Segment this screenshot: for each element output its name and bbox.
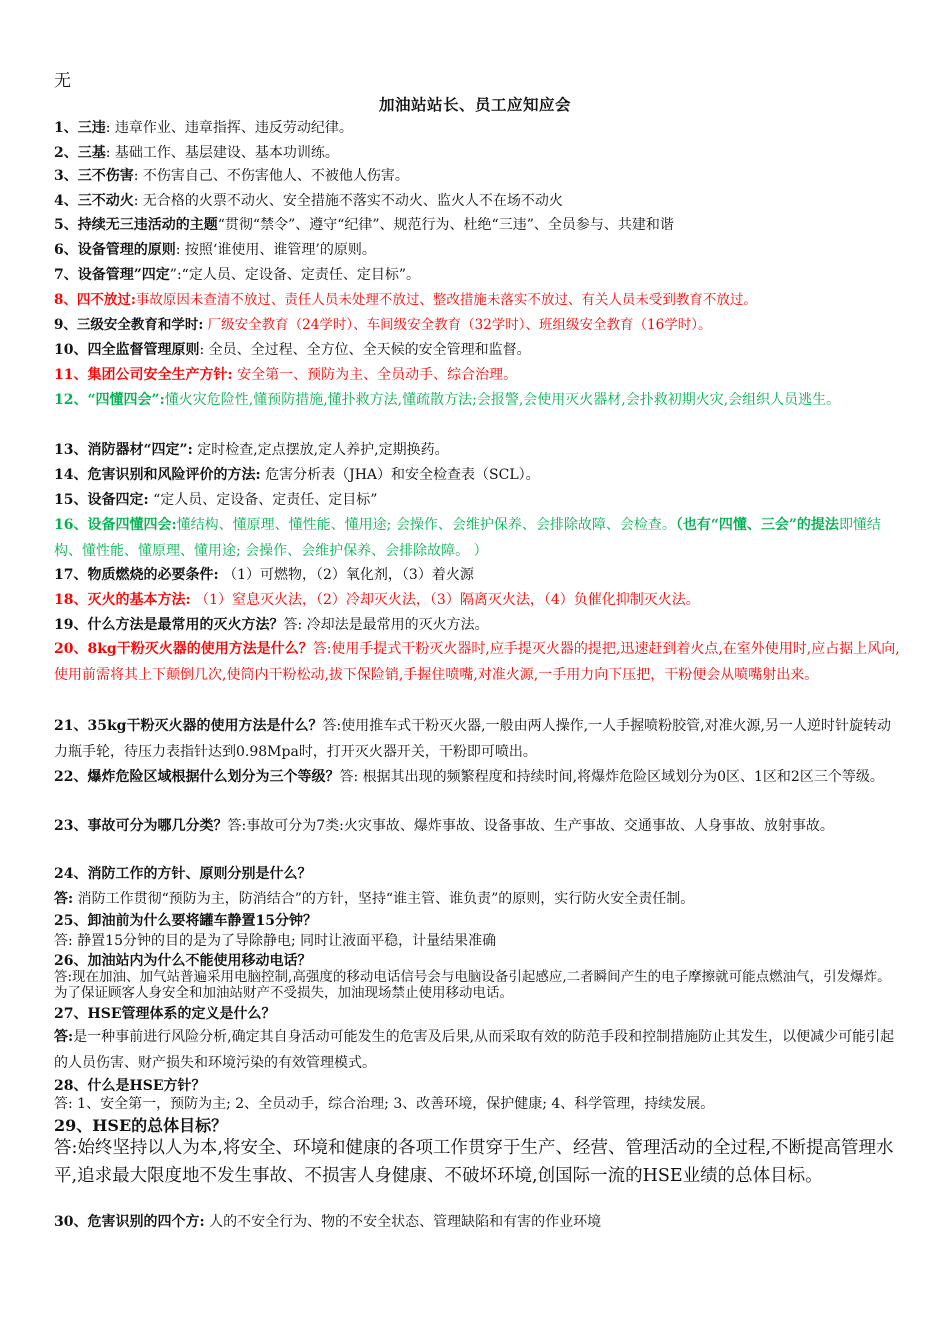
list-item — [54, 1076, 904, 1096]
item-heading: 21、35kg干粉灭火器的使用方法是什么？ — [54, 718, 323, 734]
list-item — [54, 365, 904, 385]
item-heading: 4、三不动火 — [54, 193, 134, 209]
item-text: 答:使用手提式干粉灭火器时,应手提灭火器的提把,迅速赶到着火点,在室外使用时,应占据上风向,使用前需将其上下颠倒几次,使筒内干粉松动,拔下保险销,手握住喷嘴,对准火源,一手用力向下压把，干粉便会从喷嘴射出来。 — [54, 641, 900, 683]
item-heading: 12、“四懂四会”: — [54, 392, 165, 408]
item-text: 人的不安全行为、物的不安全状态、管理缺陷和有害的作业环境 — [204, 1214, 602, 1230]
item-text: 答:始终坚持以人为本,将安全、环境和健康的各项工作贯穿于生产、经营、管理活动的全过程,不断提高管理水平,追求最大限度地不发生事故、不损害人身健康、不破坏环境,创国际一流的HSE业绩的总体目标。 — [54, 1138, 894, 1186]
list-item — [54, 636, 904, 688]
answer-label: 答: — [54, 891, 74, 907]
item-heading: 1、三违 — [54, 120, 106, 136]
item-heading: 7、设备管理”四定 — [54, 267, 170, 283]
item-text: 答:现在加油、加气站普遍采用电脑控制,高强度的移动电话信号会与电脑设备引起感应,二者瞬间产生的电子摩擦就可能点燃油气，引发爆炸。为了保证顾客人身安全和加油站财产不受损失，加油现场禁止使用移动电话。 — [54, 969, 891, 1001]
corner-mark: 无 — [54, 71, 71, 91]
item-text: 答: 静置15分钟的目的是为了导除静电; 同时让液面平稳，计量结果准确 — [54, 933, 497, 949]
item-heading: 25、卸油前为什么要将罐车静置15分钟？ — [54, 913, 317, 929]
list-item — [54, 565, 904, 585]
list-item — [54, 490, 904, 510]
item-heading: 11、集团公司安全生产方针: — [54, 367, 233, 383]
item-text: : 不伤害自己、不伤害他人、不被他人伤害。 — [133, 168, 409, 184]
list-item — [54, 340, 904, 360]
item-heading: 26、加油站内为什么不能使用移动电话？ — [54, 953, 312, 969]
item-text: : 违章作业、违章指挥、违反劳动纪律。 — [105, 120, 353, 136]
item-heading: 22、爆炸危险区域根据什么划分为三个等级？ — [54, 769, 340, 785]
list-item — [54, 215, 904, 235]
item-heading: 24、消防工作的方针、原则分别是什么？ — [54, 866, 312, 882]
list-item — [54, 1212, 904, 1232]
item-text: : 按照‘谁使用、谁管理’的原则。 — [175, 242, 376, 258]
item-heading: 28、什么是HSE方针？ — [54, 1078, 206, 1094]
item-heading: 13、消防器材“四定”: — [54, 442, 193, 458]
list-item — [54, 290, 904, 310]
item-heading: 20、8kg干粉灭火器的使用方法是什么？ — [54, 641, 313, 657]
item-heading: 16、设备四懂四会: — [54, 517, 177, 533]
list-item — [54, 713, 904, 765]
list-item-answer — [54, 1134, 904, 1190]
list-item — [54, 143, 904, 163]
list-item-answer — [54, 969, 904, 1001]
item-text: 消防工作贯彻“预防为主，防消结合”的方针，坚持“谁主管、谁负责”的原则，实行防火安全责任制。 — [73, 891, 695, 907]
item-text: 厂级安全教育（24学时）、车间级安全教育（32学时）、班组级安全教育（16学时）。 — [203, 317, 712, 333]
item-note-heading: （也有“四懂、三会”的提法 — [675, 517, 839, 533]
item-heading: 14、危害识别和风险评价的方法: — [54, 467, 261, 483]
item-text: : 无合格的火票不动火、安全措施不落实不动火、监火人不在场不动火 — [133, 193, 563, 209]
item-heading: 27、HSE管理体系的定义是什么？ — [54, 1006, 276, 1022]
list-item-answer — [54, 931, 904, 951]
item-text: : 基础工作、基层建设、基本功训练。 — [105, 145, 339, 161]
item-heading: 10、四全监督管理原则 — [54, 342, 200, 358]
list-item — [54, 951, 904, 971]
list-item — [54, 118, 904, 138]
list-item — [54, 465, 904, 485]
item-text: 事故原因未查清不放过、责任人员未处理不放过、整改措施未落实不放过、有关人员未受到教育不放过。 — [135, 292, 757, 308]
list-item — [54, 1116, 904, 1136]
item-heading: 9、三级安全教育和学时: — [54, 317, 204, 333]
list-item-answer — [54, 1024, 904, 1076]
item-note-text: 即懂结构、懂性能、懂原理、懂用途; 会操作、会维护保养、会排除故障。 ） — [54, 517, 881, 559]
item-text: 答:使用推车式干粉灭火器,一般由两人操作,一人手握喷粉胶管,对准火源,另一人逆时针旋转动力瓶手轮，待压力表指针达到0.98Mpa时，打开灭火器开关，干粉即可喷出。 — [54, 718, 891, 760]
list-item — [54, 590, 904, 610]
item-text: 定时检查,定点摆放,定人养护,定期换药。 — [192, 442, 449, 458]
item-text: 答: 冷却法是最常用的灭火方法。 — [283, 617, 489, 633]
item-heading: 30、危害识别的四个方: — [54, 1214, 205, 1230]
list-item — [54, 387, 904, 413]
list-item — [54, 240, 904, 260]
page-title: 加油站站长、员工应知应会 — [378, 95, 571, 114]
item-heading: 2、三基 — [54, 145, 106, 161]
item-text: “贯彻“禁令”、遵守“纪律”、规范行为、杜绝“三违”、全员参与、共建和谐 — [217, 217, 674, 233]
list-item — [54, 512, 904, 564]
list-item — [54, 166, 904, 186]
item-text: 危害分析表（JHA）和安全检查表（SCL）。 — [260, 467, 540, 483]
item-heading: 17、物质燃烧的必要条件: — [54, 567, 219, 583]
item-heading: 19、什么方法是最常用的灭火方法？ — [54, 617, 284, 633]
item-text: ”:“定人员、定设备、定责任、定目标”。 — [169, 267, 420, 283]
item-heading: 15、设备四定: — [54, 492, 149, 508]
list-item — [54, 615, 904, 635]
item-text: 答: 根据其出现的频繁程度和持续时间,将爆炸危险区域划分为0区、1区和2区三个等级。 — [339, 769, 884, 785]
item-text: 懂结构、懂原理、懂性能、懂用途; 会操作、会维护保养、会排除故障、会检查。 — [176, 517, 676, 533]
list-item-answer — [54, 1094, 904, 1114]
item-heading: 6、设备管理的原则 — [54, 242, 176, 258]
item-text: （1）窒息灭火法，（2）冷却灭火法，（3）隔离灭火法，（4）负催化抑制灭火法。 — [190, 592, 700, 608]
item-text: 答:事故可分为7类:火灾事故、爆炸事故、设备事故、生产事故、交通事故、人身事故、放射事故。 — [227, 818, 834, 834]
list-item — [54, 440, 904, 460]
item-heading: 3、三不伤害 — [54, 168, 134, 184]
item-heading: 18、灭火的基本方法: — [54, 592, 191, 608]
item-text: 懂火灾危险性,懂预防措施,懂扑救方法,懂疏散方法;会报警,会使用灭火器材,会扑救初期火灾,会组织人员逃生。 — [164, 392, 841, 408]
item-heading: 8、四不放过: — [54, 292, 136, 308]
item-heading: 5、持续无三违活动的主题 — [54, 217, 218, 233]
list-item — [54, 864, 904, 884]
item-text: 答: 1、安全第一，预防为主; 2、全员动手，综合治理; 3、改善环境，保护健康; 4、科学管理，持续发展。 — [54, 1096, 715, 1112]
item-text: 是一种事前进行风险分析,确定其自身活动可能发生的危害及后果,从而采取有效的防范手段和控制措施防止其发生，以便减少可能引起的人员伤害、财产损失和环境污染的有效管理模式。 — [54, 1029, 895, 1071]
list-item — [54, 1004, 904, 1024]
item-text: “定人员、定设备、定责任、定目标” — [148, 492, 378, 508]
list-item — [54, 265, 904, 285]
list-item — [54, 191, 904, 211]
item-heading: 29、HSE的总体目标？ — [54, 1116, 228, 1135]
answer-label: 答: — [54, 1029, 74, 1045]
item-heading: 23、事故可分为哪几分类？ — [54, 818, 228, 834]
list-item — [54, 315, 904, 335]
item-text: （1）可燃物，（2）氧化剂，（3）着火源 — [218, 567, 474, 583]
list-item — [54, 813, 904, 839]
list-item — [54, 764, 904, 790]
list-item — [54, 911, 904, 931]
item-text: 安全第一、预防为主、全员动手、综合治理。 — [232, 367, 518, 383]
item-text: : 全员、全过程、全方位、全天候的安全管理和监督。 — [199, 342, 531, 358]
list-item-answer — [54, 889, 904, 909]
